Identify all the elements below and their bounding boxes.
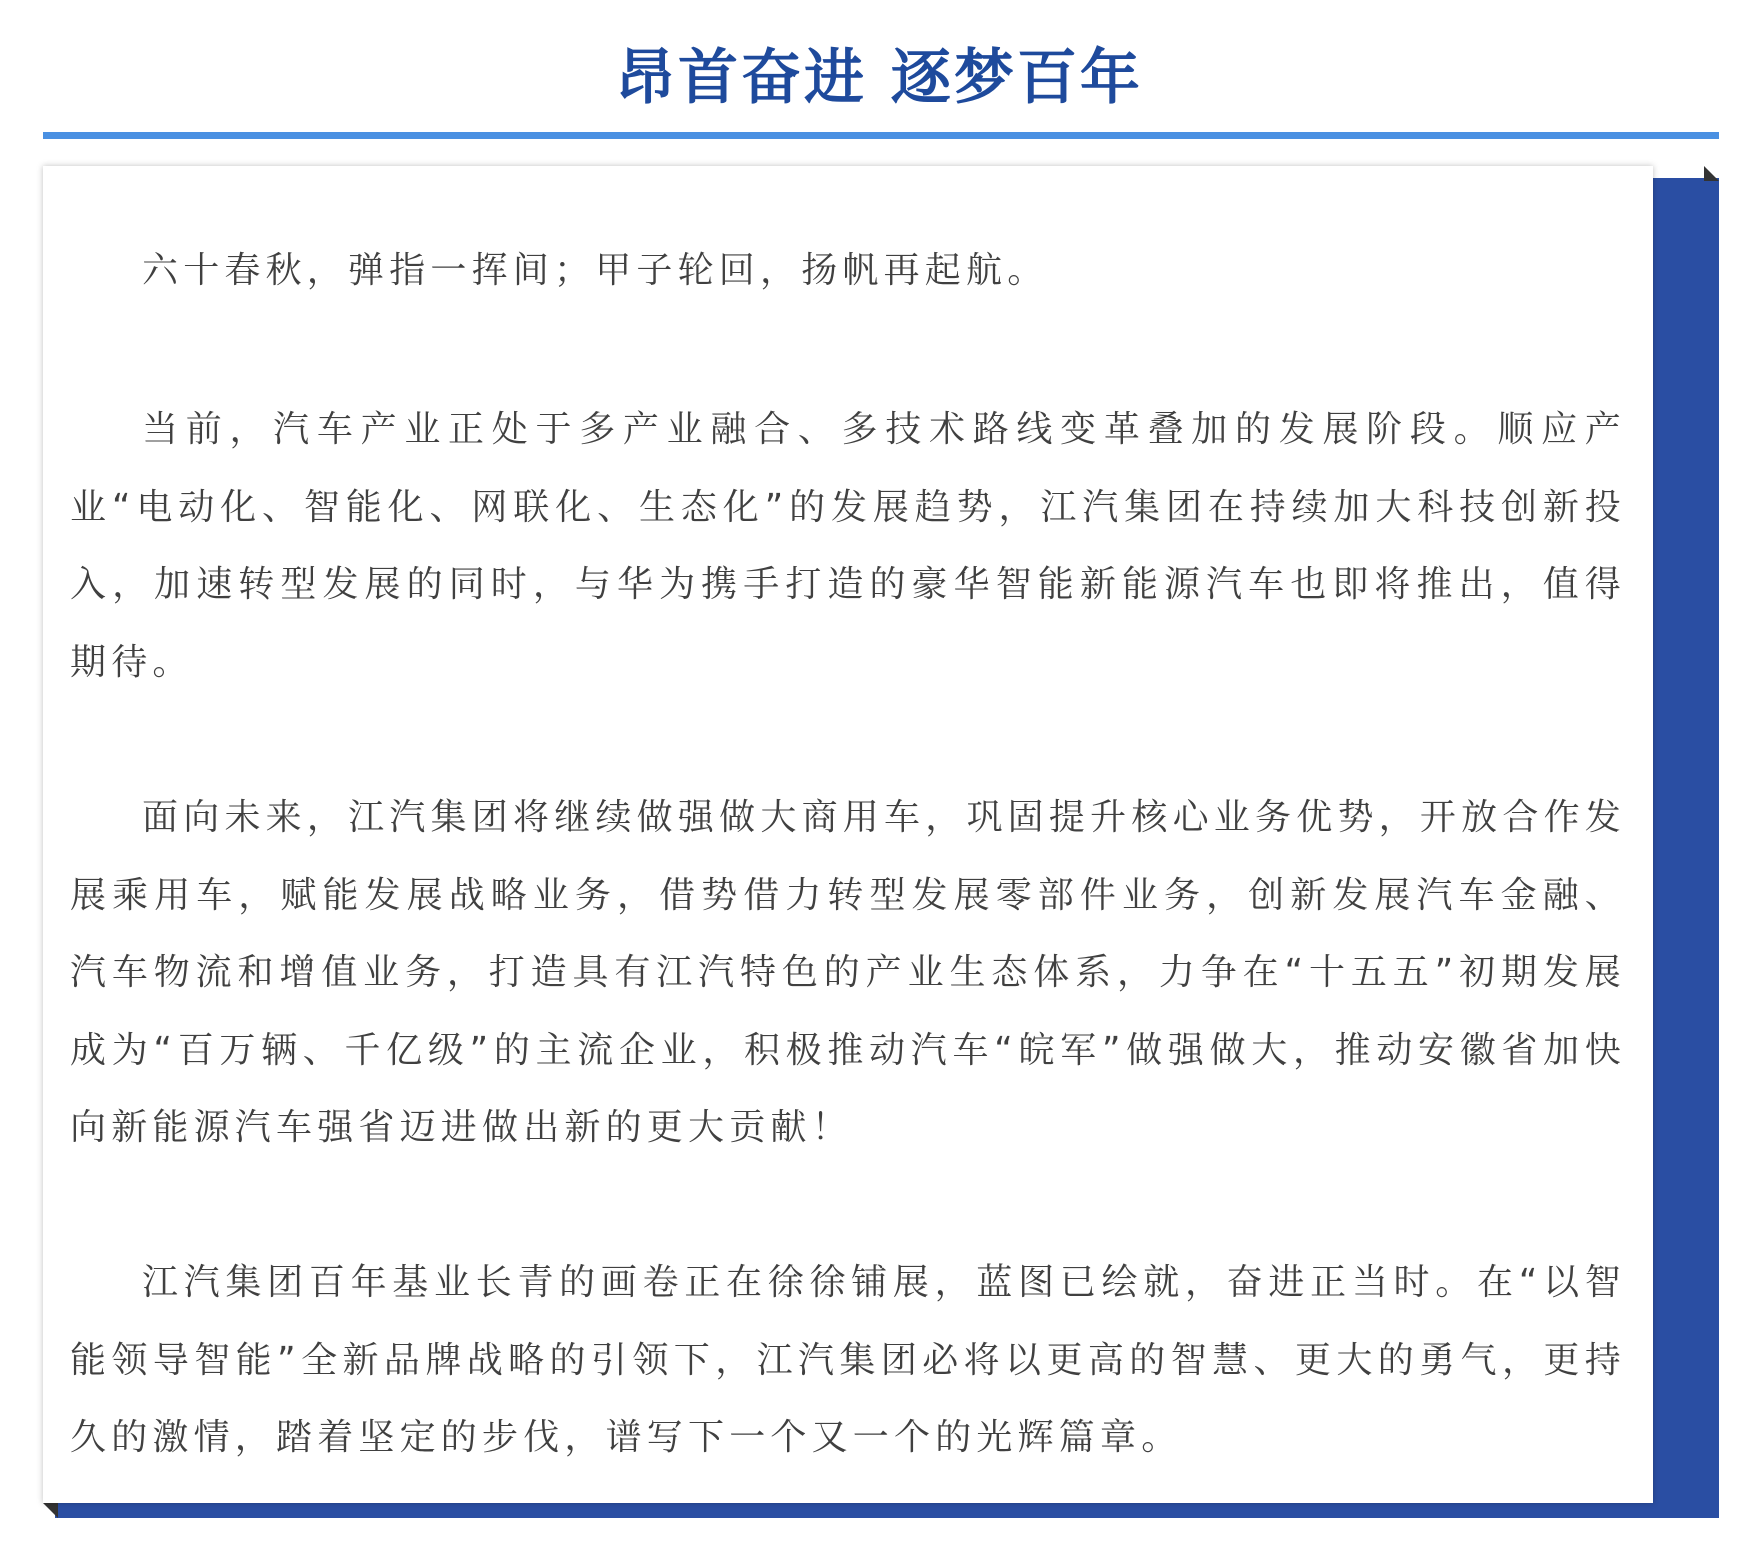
corner-fold-bottom-left bbox=[43, 1503, 58, 1518]
paragraph-future-plan: 面向未来，江汽集团将继续做强做大商用车，巩固提升核心业务优势，开放合作发展乘用车，赋能发展战略业务，借势借力转型发展零部件业务，创新发展汽车金融、汽车物流和增值业务，打造具有江汽特色的产业生态体系，力争在“十五五”初期发展成为“百万辆、千亿级”的主流企业，积极推动汽车“皖军”做强做大，推动安徽省加快向新能源汽车强省迈进做出新的更大贡献！ bbox=[70, 797, 1626, 1148]
paragraph-intro: 六十春秋，弹指一挥间；甲子轮回，扬帆再起航。 bbox=[142, 250, 1049, 291]
text-card bbox=[43, 166, 1653, 1503]
title-divider bbox=[43, 132, 1719, 139]
paragraph-conclusion: 江汽集团百年基业长青的画卷正在徐徐铺展，蓝图已绘就，奋进正当时。在“以智能领导智能”全新品牌战略的引领下，江汽集团必将以更高的智慧、更大的勇气，更持久的激情，踏着坚定的步伐，谱写下一个又一个的光辉篇章。 bbox=[70, 1262, 1626, 1458]
page-title: 昂首奋进 逐梦百年 bbox=[615, 43, 1143, 113]
paragraph-current-situation: 当前，汽车产业正处于多产业融合、多技术路线变革叠加的发展阶段。顺应产业“电动化、智能化、网联化、生态化”的发展趋势，江汽集团在持续加大科技创新投入，加速转型发展的同时，与华为携手打造的豪华智能新能源汽车也即将推出，值得期待。 bbox=[70, 409, 1626, 683]
corner-fold-top-right bbox=[1704, 166, 1719, 181]
